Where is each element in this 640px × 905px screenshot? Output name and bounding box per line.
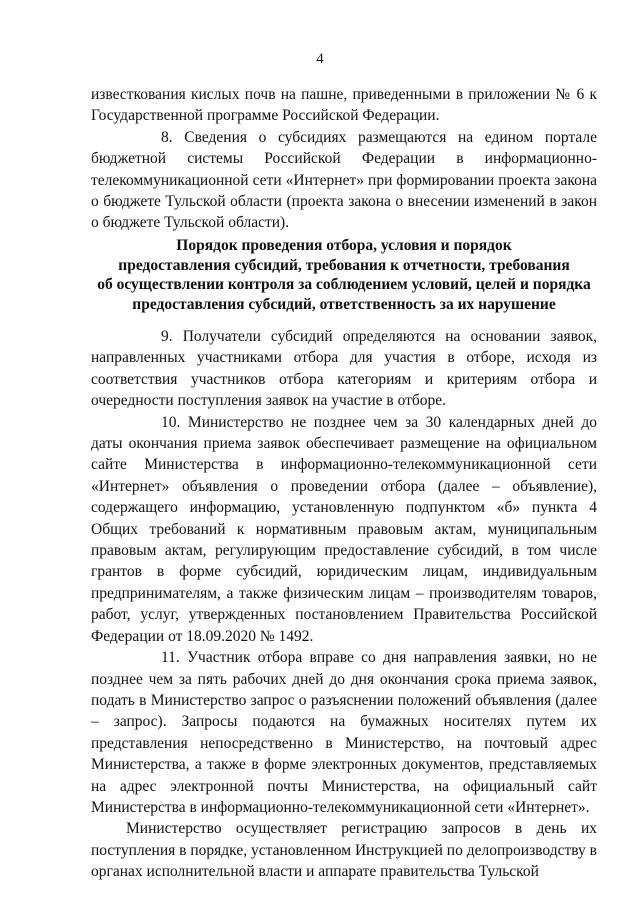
section-heading [60,236,628,314]
paragraph-number: 10. [161,413,181,431]
paragraph-text: Министерство осуществляет регистрацию запросов в день их поступления в порядке, установленном Инструкцией по делопроизводству в органах исполнительной власти и аппарате правительства Тульской [91,820,597,881]
paragraph-9 [91,326,597,412]
paragraph-text: Министерство не позднее чем за 30 календарных дней до даты окончания приема заявок обеспечивает размещение на официальном сайте Министерства в информационно-телекоммуникационной сети «Интернет» объявления о проведении отбора (далее – объявление), содержащего информацию, установленную подпунктом «б» пункта 4 Общих требований к нормативным правовым актам, муниципальным правовым актам, регулирующим предоставление субсидий, в том числе грантов в форме субсидий, юридическим лицам, индивидуальным предпринимателям, а также физическим лицам – производителям товаров, работ, услуг, утвержденных постановлением Правительства Российской Федерации от 18.09.2020 № 1492. [91,413,597,645]
paragraph-11-continuation [91,818,597,882]
section-heading-line-3: об осуществлении контроля за соблюдением условий, целей и порядка [97,276,591,294]
paragraph-10 [91,412,597,647]
section-heading-line-1: Порядок проведения отбора, условия и порядок [176,237,512,254]
paragraph-number: 8. [161,128,173,146]
paragraph-number: 11. [161,649,180,667]
section-heading-line-2: предоставления субсидий, требования к отчетности, требования [118,256,570,274]
paragraph-number: 9. [161,328,173,345]
paragraph-text: Получатели субсидий определяются на основании заявок, направленных участниками отбора для участия в отборе, исходя из соответствия участников отбора категориям и критериям отбора и очередности поступления заявок на участие в отборе. [91,328,597,410]
intro-paragraphs [91,84,597,234]
paragraph-8 [91,127,597,234]
paragraph-text: Сведения о субсидиях размещаются на едином портале бюджетной системы Российской Федерации в информационно-телекоммуникационной сети «Интернет» при формировании проекта закона о бюджете Тульской области (проекта закона о внесении изменений в закон о бюджете Тульской области). [91,128,598,232]
paragraph-11 [91,647,597,818]
section-heading-line-4: предоставления субсидий, ответственность за их нарушение [132,295,556,313]
paragraph-text: известкования кислых почв на пашне, приведенными в приложении № 6 к Государственной программе Российской Федерации. [91,86,597,125]
paragraph-continuation [91,84,597,127]
paragraph-text: Участник отбора вправе со дня направления заявки, но не позднее чем за пять рабочих дней до дня окончания срока приема заявок, подать в Министерство запрос о разъяснении положений объявления (далее – запрос). Запросы подаются на бумажных носителях путем их представления непосредственно в Министерство, на почтовый адрес Министерства, а также в форме электронных документов, представляемых на адрес электронной почты Министерства, на официальный сайт Министерства в информационно-телекоммуникационной сети «Интернет». [91,649,598,816]
main-paragraphs [91,326,597,883]
page-number: 4 [316,51,324,67]
